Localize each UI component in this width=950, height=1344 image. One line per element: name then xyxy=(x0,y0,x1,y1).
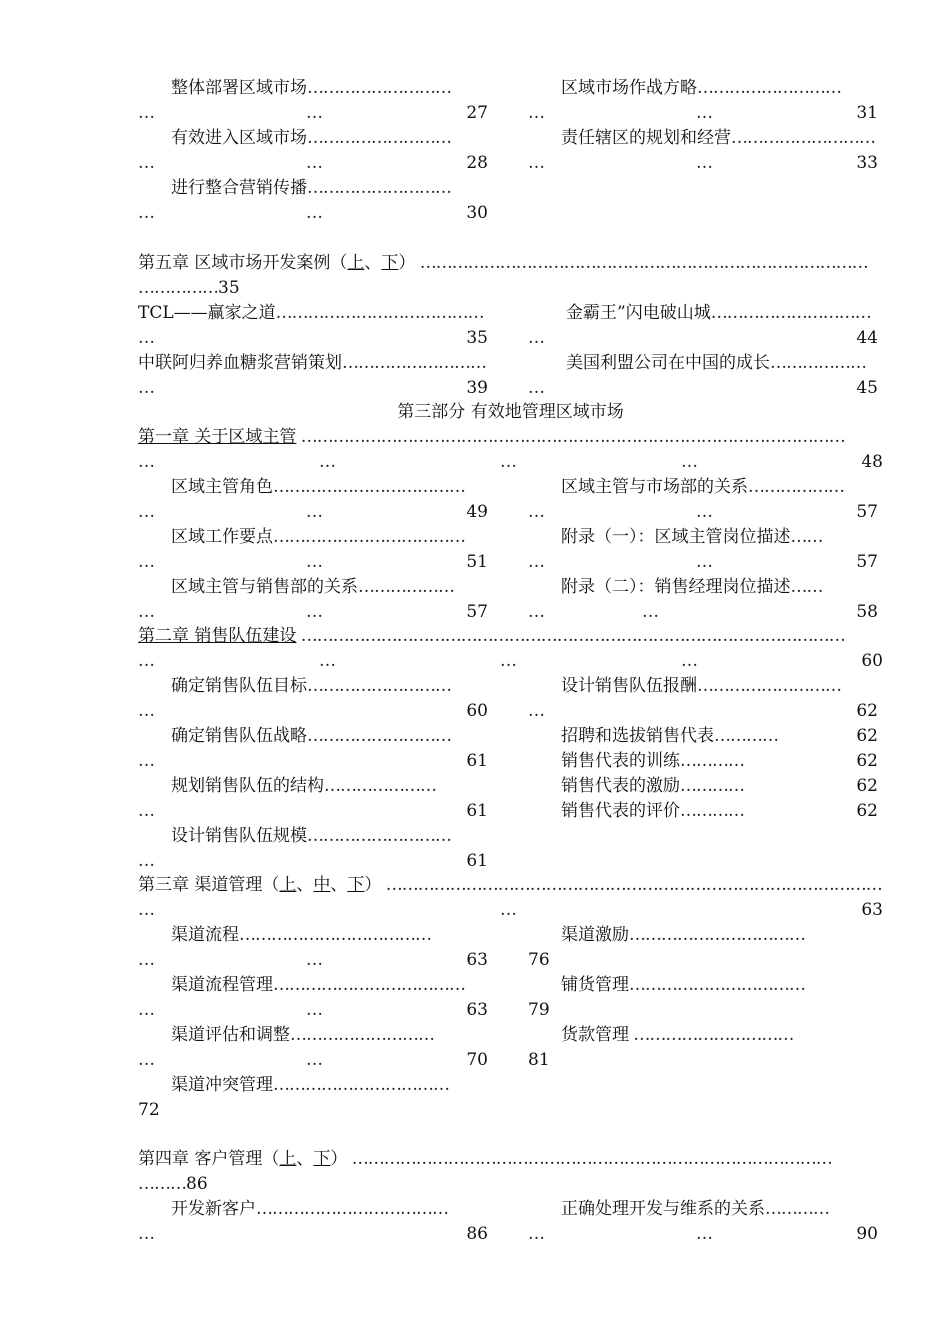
toc-entry[interactable]: 销售代表的评价………… 62 xyxy=(528,799,878,824)
entry-page: 28 xyxy=(466,153,488,173)
toc-column-left xyxy=(138,301,488,401)
entry-title: 确定销售队伍战略 xyxy=(171,726,307,746)
toc-entry[interactable]: 渠道评估和调整……………………… … … 70 xyxy=(138,1023,488,1073)
entry-title: 规划销售队伍的结构 xyxy=(171,776,324,796)
toc-entry[interactable]: 区域主管与市场部的关系……………… … … 57 xyxy=(528,475,878,525)
part-title: 第三部分 有效地管理区域市场 xyxy=(397,402,624,422)
toc-entry[interactable]: 渠道激励…………………………… 76 xyxy=(528,923,878,973)
toc-entry[interactable]: 整体部署区域市场……………………… … … 27 xyxy=(138,76,488,126)
entry-page: 62 xyxy=(856,801,878,821)
chapter-heading[interactable]: 第一章 关于区域主管 ………………………………………………………………………………………… … … … … 48 xyxy=(138,425,883,475)
chapter-heading[interactable]: 第三章 渠道管理（上、中、下） ………………………………………………………………………………… … … 63 xyxy=(138,873,883,923)
chapter-page: 86 xyxy=(186,1174,208,1194)
entry-page: 86 xyxy=(466,1224,488,1244)
entry-title: 进行整合营销传播 xyxy=(171,178,307,198)
entry-page: 45 xyxy=(856,378,878,398)
toc-entry[interactable]: 责任辖区的规划和经营……………………… … … 33 xyxy=(528,126,878,176)
toc-column-left xyxy=(138,923,488,1123)
toc-entry[interactable]: 正确处理开发与维系的关系………… … … 90 xyxy=(528,1197,878,1247)
toc-entry[interactable]: 渠道流程管理……………………………… … … 63 xyxy=(138,973,488,1023)
toc-column-right xyxy=(528,301,878,401)
entry-title: 美国利盟公司在中国的成长 xyxy=(566,353,770,373)
entry-page: 57 xyxy=(466,602,488,622)
toc-entry[interactable]: 渠道冲突管理…………………………… 72 xyxy=(138,1073,488,1123)
entry-page: 57 xyxy=(856,502,878,522)
toc-entry[interactable]: 确定销售队伍战略……………………… … 61 xyxy=(138,724,488,774)
toc-entry[interactable]: 区域主管角色……………………………… … … 49 xyxy=(138,475,488,525)
toc-column-right xyxy=(528,923,878,1073)
toc-column-right xyxy=(528,475,878,625)
entry-page: 79 xyxy=(528,1000,550,1020)
entry-title: 铺货管理 xyxy=(561,975,629,995)
entry-page: 61 xyxy=(466,751,488,771)
toc-column-right xyxy=(528,1197,878,1247)
entry-page: 62 xyxy=(856,726,878,746)
entry-page: 49 xyxy=(466,502,488,522)
entry-title: 招聘和选拔销售代表 xyxy=(561,726,714,746)
toc-entry[interactable]: 美国利盟公司在中国的成长……………… … 45 xyxy=(528,351,878,401)
toc-entry[interactable]: 开发新客户……………………………… … 86 xyxy=(138,1197,488,1247)
entry-page: 81 xyxy=(528,1050,550,1070)
toc-column-left xyxy=(138,475,488,625)
toc-entry[interactable]: 中联阿归养血糖浆营销策划……………………… … 39 xyxy=(138,351,488,401)
entry-title: 区域工作要点 xyxy=(171,527,273,547)
entry-page: 62 xyxy=(856,701,878,721)
toc-column-right xyxy=(528,674,878,824)
entry-title: 区域市场作战方略 xyxy=(561,78,697,98)
entry-page: 90 xyxy=(856,1224,878,1244)
entry-title: 有效进入区域市场 xyxy=(171,128,307,148)
entry-title: 渠道激励 xyxy=(561,925,629,945)
entry-page: 57 xyxy=(856,552,878,572)
toc-entry[interactable]: 铺货管理…………………………… 79 xyxy=(528,973,878,1023)
entry-page: 35 xyxy=(466,328,488,348)
entry-page: 63 xyxy=(466,1000,488,1020)
toc-entry[interactable]: TCL——赢家之道………………………………… … 35 xyxy=(138,301,488,351)
chapter-page: 63 xyxy=(861,900,883,920)
entry-title: 销售代表的评价 xyxy=(561,801,680,821)
entry-title: 区域主管与销售部的关系 xyxy=(171,577,358,597)
entry-title: 货款管理 xyxy=(561,1025,629,1045)
entry-page: 30 xyxy=(466,203,488,223)
chapter-heading[interactable]: 第二章 销售队伍建设 ………………………………………………………………………………………… … … … … 60 xyxy=(138,624,883,674)
entry-page: 60 xyxy=(466,701,488,721)
toc-entry[interactable]: 货款管理 ………………………… 81 xyxy=(528,1023,878,1073)
entry-title: 渠道流程管理 xyxy=(171,975,273,995)
toc-entry[interactable]: 规划销售队伍的结构………………… … 61 xyxy=(138,774,488,824)
entry-title: 区域主管角色 xyxy=(171,477,273,497)
toc-entry[interactable]: 销售代表的训练………… 62 xyxy=(528,749,878,774)
toc-entry[interactable]: 附录（二）：销售经理岗位描述…… … … 58 xyxy=(528,575,878,625)
chapter-page: 60 xyxy=(861,651,883,671)
entry-title: 责任辖区的规划和经营 xyxy=(561,128,731,148)
entry-title: 渠道冲突管理 xyxy=(171,1075,273,1095)
entry-page: 58 xyxy=(856,602,878,622)
entry-title: 正确处理开发与维系的关系 xyxy=(561,1199,765,1219)
toc-entry[interactable]: 招聘和选拔销售代表………… 62 xyxy=(528,724,878,749)
entry-title: 附录（一）：区域主管岗位描述 xyxy=(561,527,791,547)
entry-title: 附录（二）：销售经理岗位描述 xyxy=(561,577,791,597)
entry-page: 39 xyxy=(466,378,488,398)
toc-entry[interactable]: 金霸王”闪电破山城………………………… … 44 xyxy=(528,301,878,351)
toc-entry[interactable]: 区域市场作战方略……………………… … … 31 xyxy=(528,76,878,126)
toc-entry[interactable]: 设计销售队伍规模……………………… … 61 xyxy=(138,824,488,874)
toc-entry[interactable]: 附录（一）：区域主管岗位描述…… … … 57 xyxy=(528,525,878,575)
entry-title: TCL——赢家之道 xyxy=(138,303,276,323)
entry-title: 渠道评估和调整 xyxy=(171,1025,290,1045)
entry-title: 销售代表的训练 xyxy=(561,751,680,771)
entry-page: 62 xyxy=(856,776,878,796)
chapter-page: 48 xyxy=(861,452,883,472)
chapter-heading[interactable]: 第四章 客户管理（上、下） ……………………………………………………………………………… ………86 xyxy=(138,1149,832,1194)
entry-page: 76 xyxy=(528,950,550,970)
entry-title: 金霸王”闪电破山城 xyxy=(566,303,711,323)
toc-column-left xyxy=(138,1197,488,1247)
toc-column-left xyxy=(138,76,488,226)
entry-title: 设计销售队伍报酬 xyxy=(561,676,697,696)
toc-entry[interactable]: 销售代表的激励………… 62 xyxy=(528,774,878,799)
toc-entry[interactable]: 设计销售队伍报酬……………………… … 62 xyxy=(528,674,878,724)
toc-entry[interactable]: 渠道流程……………………………… … … 63 xyxy=(138,923,488,973)
entry-title: 开发新客户 xyxy=(171,1199,256,1219)
toc-column-left xyxy=(138,674,488,874)
entry-title: 中联阿归养血糖浆营销策划 xyxy=(138,353,342,373)
toc-entry[interactable]: 确定销售队伍目标……………………… … 60 xyxy=(138,674,488,724)
entry-page: 61 xyxy=(466,851,488,871)
chapter-heading[interactable]: 第五章 区域市场开发案例（上、下） ………………………………………………………………………… ……………35 xyxy=(138,253,868,298)
entry-page: 63 xyxy=(466,950,488,970)
entry-page: 72 xyxy=(138,1100,160,1120)
entry-page: 33 xyxy=(856,153,878,173)
toc-entry[interactable]: 进行整合营销传播……………………… … … 30 xyxy=(138,176,488,226)
entry-page: 61 xyxy=(466,801,488,821)
entry-title: 区域主管与市场部的关系 xyxy=(561,477,748,497)
chapter-page: 35 xyxy=(218,278,240,298)
entry-page: 51 xyxy=(466,552,488,572)
entry-title: 设计销售队伍规模 xyxy=(171,826,307,846)
toc-entry[interactable]: 区域工作要点……………………………… … … 51 xyxy=(138,525,488,575)
entry-title: 销售代表的激励 xyxy=(561,776,680,796)
entry-page: 31 xyxy=(856,103,878,123)
entry-title: 确定销售队伍目标 xyxy=(171,676,307,696)
toc-entry[interactable]: 区域主管与销售部的关系……………… … … 57 xyxy=(138,575,488,625)
entry-page: 62 xyxy=(856,751,878,771)
entry-page: 70 xyxy=(466,1050,488,1070)
entry-title: 渠道流程 xyxy=(171,925,239,945)
entry-page: 27 xyxy=(466,103,488,123)
toc-entry[interactable]: 有效进入区域市场……………………… … … 28 xyxy=(138,126,488,176)
toc-column-right xyxy=(528,76,878,176)
entry-page: 44 xyxy=(856,328,878,348)
entry-title: 整体部署区域市场 xyxy=(171,78,307,98)
